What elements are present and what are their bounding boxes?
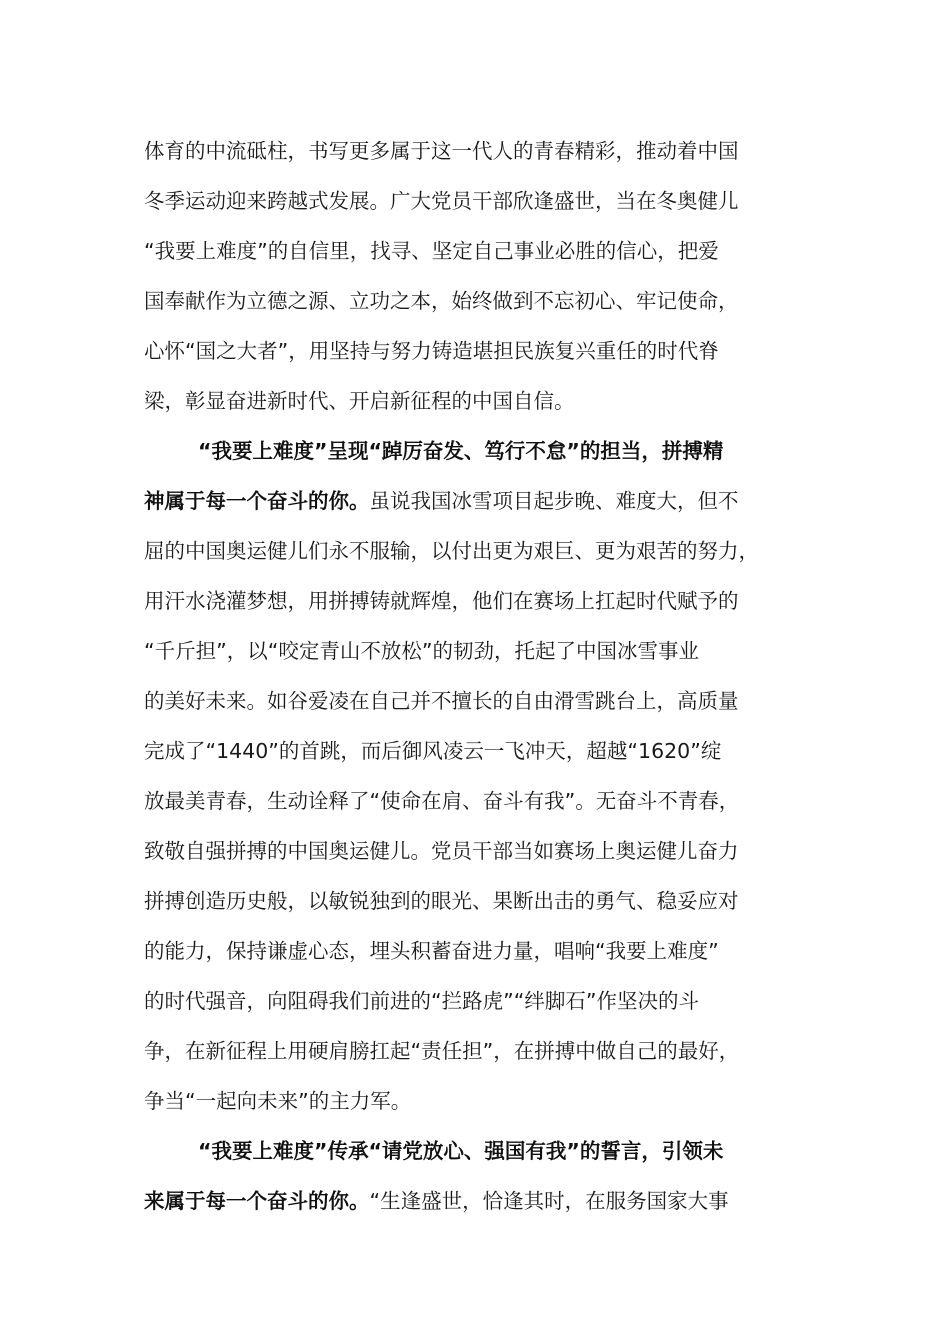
text-line: 心怀“国之大者”，用坚持与努力铸造堪担民族复兴重任的时代脊 xyxy=(144,339,719,363)
text-line: 用汗水浇灌梦想，用拼搏铸就辉煌，他们在赛场上扛起时代赋予的 xyxy=(144,589,739,613)
section-heading: “我要上难度”传承“请党放心、强国有我”的誓言，引领未 xyxy=(198,1139,724,1163)
text-line: “千斤担”，以“咬定青山不放松”的韧劲，托起了中国冰雪事业 xyxy=(144,639,699,663)
text-line: 冬季运动迎来跨越式发展。广大党员干部欣逢盛世，当在冬奥健儿 xyxy=(144,189,739,213)
section-heading: 神属于每一个奋斗的你。 xyxy=(144,489,370,513)
text-line xyxy=(144,1181,806,1221)
text-line: 放最美青春，生动诠释了“使命在肩、奋斗有我”。无奋斗不青春， xyxy=(144,789,740,813)
section-heading: 来属于每一个奋斗的你。 xyxy=(144,1189,370,1213)
body-text: “生逢盛世，恰逢其时，在服务国家大事 xyxy=(369,1189,729,1213)
text-line: 完成了“1440”的首跳，而后御风凌云一飞冲天，超越“1620”绽 xyxy=(144,739,722,763)
text-line: 的美好未来。如谷爱凌在自己并不擅长的自由滑雪跳台上，高质量 xyxy=(144,689,739,713)
section-heading-line xyxy=(144,431,806,471)
text-line xyxy=(144,481,806,521)
section-heading: “我要上难度”呈现“踔厉奋发、笃行不怠”的担当，拼搏精 xyxy=(198,439,724,463)
text-line: 拼搏创造历史般，以敏锐独到的眼光、果断出击的勇气、稳妥应对 xyxy=(144,889,739,913)
text-line: “我要上难度”的自信里，找寻、坚定自己事业必胜的信心，把爱 xyxy=(144,239,719,263)
body-text: 虽说我国冰雪项目起步晚、难度大，但不 xyxy=(369,489,739,513)
text-line: 致敬自强拼搏的中国奥运健儿。党员干部当如赛场上奥运健儿奋力 xyxy=(144,839,739,863)
text-line: 争，在新征程上用硬肩膀扛起“责任担”，在拼搏中做自己的最好， xyxy=(144,1039,740,1063)
text-line: 的时代强音，向阻碍我们前进的“拦路虎”“绊脚石”作坚决的斗 xyxy=(144,989,699,1013)
text-line: 争当“一起向未来”的主力军。 xyxy=(144,1089,412,1113)
text-line: 国奉献作为立德之源、立功之本，始终做到不忘初心、牢记使命， xyxy=(144,289,739,313)
text-line: 梁，彰显奋进新时代、开启新征程的中国自信。 xyxy=(144,389,575,413)
section-heading-line xyxy=(144,1131,806,1171)
text-line: 的能力，保持谦虚心态，埋头积蓄奋进力量，唱响“我要上难度” xyxy=(144,939,719,963)
text-line: 屈的中国奥运健儿们永不服输，以付出更为艰巨、更为艰苦的努力， xyxy=(144,539,759,563)
text-line: 体育的中流砥柱，书写更多属于这一代人的青春精彩，推动着中国 xyxy=(144,139,739,163)
